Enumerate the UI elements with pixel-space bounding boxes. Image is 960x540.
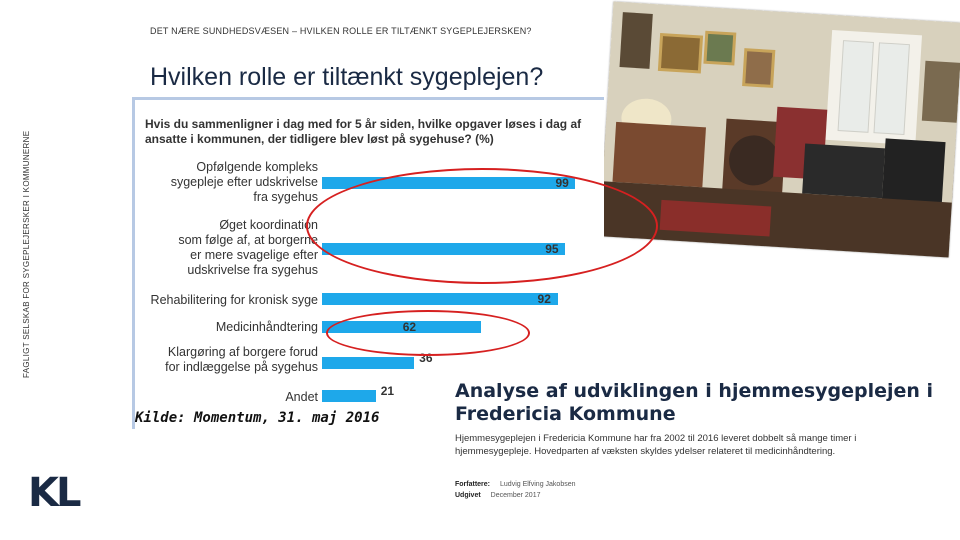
category-label-line: er mere svagelige efter xyxy=(190,248,318,262)
category-label-line: Øget koordination xyxy=(219,218,318,232)
category-label xyxy=(171,160,318,205)
category-label-line: fra sygehus xyxy=(253,190,318,204)
category-label-line: som følge af, at borgerne xyxy=(178,233,318,247)
header-text: DET NÆRE SUNDHEDSVÆSEN – HVILKEN ROLLE ER TILTÆNKT SYGEPLEJERSKEN? xyxy=(150,26,532,36)
category-label xyxy=(165,345,318,375)
chart-source: Kilde: Momentum, 31. maj 2016 xyxy=(135,410,380,426)
category-label-line: Medicinhåndtering xyxy=(215,320,318,334)
ellipse-highlight-medicin xyxy=(326,310,530,356)
author-value: Ludvig Elfving Jakobsen xyxy=(500,481,576,488)
category-label-line: sygepleje efter udskrivelse xyxy=(170,175,318,189)
chart-question: Hvis du sammenligner i dag med for 5 år siden, hvilke opgaver løses i dag af ansatte i kommunen, der tidligere blev løst på sygehuse? (%) xyxy=(145,117,582,146)
bar xyxy=(322,357,414,369)
category-label xyxy=(285,390,318,405)
category-label xyxy=(178,218,318,278)
analysis-author xyxy=(455,481,576,488)
category-label-line: Opfølgende kompleks xyxy=(196,160,318,174)
kl-logo: KL xyxy=(28,470,79,516)
category-label xyxy=(151,293,318,308)
bar-value-label: 21 xyxy=(380,384,395,398)
page-title: Hvilken rolle er tiltænkt sygeplejen? xyxy=(150,63,544,91)
author-label: Forfattere: xyxy=(455,481,491,488)
bar-value-label: 95 xyxy=(545,242,559,256)
bar-value-label: 99 xyxy=(555,176,569,190)
bar xyxy=(322,390,376,402)
category-label xyxy=(216,320,318,335)
published-label: Udgivet xyxy=(455,492,481,499)
analysis-published xyxy=(455,492,540,499)
analysis-body: Hjemmesygeplejen i Fredericia Kommune har fra 2002 til 2016 leveret dobbelt så mange timer i hjemmesygepleje. Hovedparten af væksten skyldes ydelser relateret til medicinhåndtering. xyxy=(455,433,857,457)
category-label-line: Andet xyxy=(285,390,318,404)
category-label-line: Rehabilitering for kronisk syge xyxy=(150,293,318,307)
bar-value-label: 62 xyxy=(402,320,417,334)
ellipse-highlight-top xyxy=(306,168,658,284)
category-label-line: for indlæggelse på sygehus xyxy=(165,360,318,374)
bar-value-label: 36 xyxy=(419,351,433,365)
bar xyxy=(322,293,558,305)
category-label-line: udskrivelse fra sygehus xyxy=(187,263,318,277)
category-label-line: Klargøring af borgere forud xyxy=(167,345,318,359)
bar-value-label: 92 xyxy=(537,292,551,306)
published-value: December 2017 xyxy=(490,492,541,499)
side-text: FAGLIGT SELSKAB FOR SYGEPLEJERSKER I KOMMUNERNE xyxy=(22,130,31,378)
analysis-title: Analyse af udviklingen i hjemmesygeplejen i Fredericia Kommune xyxy=(455,380,934,425)
